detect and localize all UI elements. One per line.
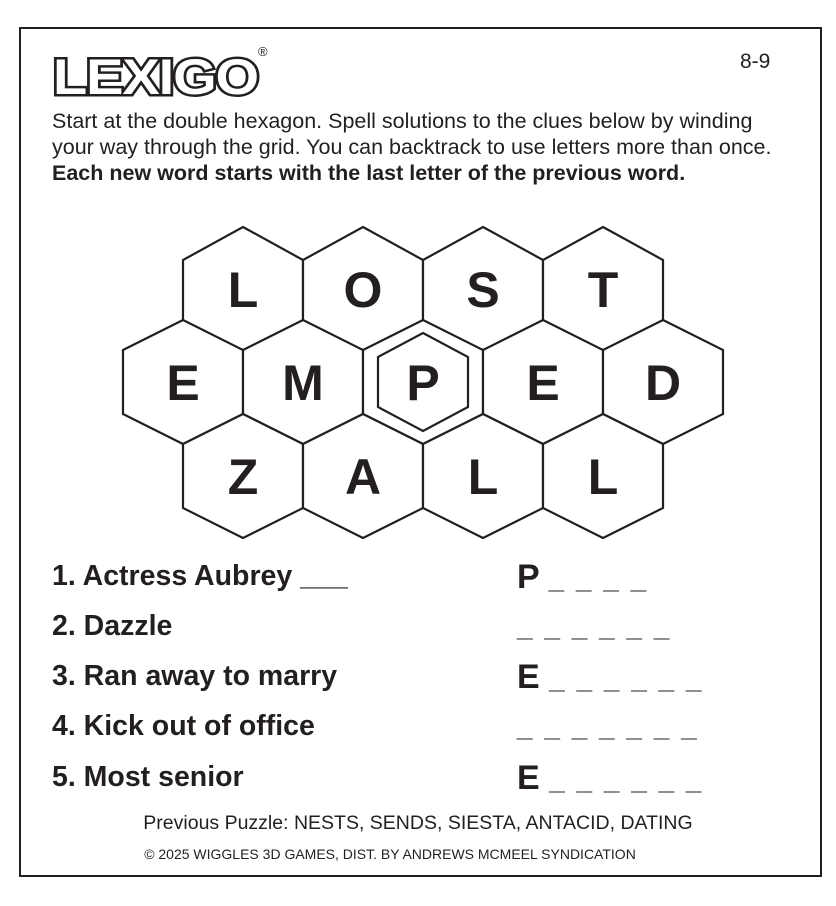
copyright-notice: © 2025 WIGGLES 3D GAMES, DIST. BY ANDREWS MCMEEL SYNDICATION xyxy=(144,846,636,862)
registered-mark: ® xyxy=(258,44,268,59)
answer-3[interactable] xyxy=(517,658,703,697)
answer-4[interactable] xyxy=(517,706,699,745)
answer-slots[interactable]: _ _ _ _ _ _ xyxy=(549,764,704,795)
grid-letter: S xyxy=(466,262,500,318)
clue-2: 2. Dazzle xyxy=(52,610,173,642)
grid-letter: L xyxy=(227,262,259,318)
puzzle-id: 8-9 xyxy=(740,50,771,73)
answer-slots[interactable]: _ _ _ _ _ _ xyxy=(549,663,704,694)
answer-slots[interactable]: _ _ _ _ _ _ _ xyxy=(517,711,699,742)
grid-letter: O xyxy=(343,262,383,318)
answer-first-letter: E xyxy=(517,658,540,696)
hexagon-grid xyxy=(118,222,728,542)
instructions-text: Start at the double hexagon. Spell solutions to the clues below by winding your way through the grid. You can backtrack to use letters more than once. xyxy=(52,109,772,159)
grid-letter-start: P xyxy=(406,355,440,411)
lexigo-logo xyxy=(48,40,278,106)
answer-2[interactable] xyxy=(517,606,671,645)
answer-slots[interactable]: _ _ _ _ xyxy=(548,563,649,594)
grid-letter: E xyxy=(166,355,200,411)
answer-1[interactable] xyxy=(517,558,648,597)
answer-first-letter: P xyxy=(517,558,540,596)
clue-1: 1. Actress Aubrey ___ xyxy=(52,560,348,592)
grid-letter: Z xyxy=(227,449,259,505)
previous-puzzle-answers: Previous Puzzle: NESTS, SENDS, SIESTA, ANTACID, DATING xyxy=(143,812,693,834)
clue-5: 5. Most senior xyxy=(52,761,244,793)
grid-letter: M xyxy=(282,355,324,411)
logo-wordmark: LEXIGO xyxy=(53,49,258,105)
grid-letter: A xyxy=(344,449,382,505)
grid-letter: E xyxy=(526,355,560,411)
answer-first-letter: E xyxy=(517,759,540,797)
instructions-bold-text: Each new word starts with the last letter of the previous word. xyxy=(52,161,686,185)
clue-3: 3. Ran away to marry xyxy=(52,660,338,692)
grid-letter: D xyxy=(644,355,682,411)
clue-4: 4. Kick out of office xyxy=(52,710,315,742)
answer-5[interactable] xyxy=(517,759,703,798)
grid-letter: L xyxy=(467,449,499,505)
answer-slots[interactable]: _ _ _ _ _ _ xyxy=(517,611,672,642)
grid-letter: T xyxy=(587,262,619,318)
grid-letter: L xyxy=(587,449,619,505)
instructions xyxy=(52,108,792,186)
